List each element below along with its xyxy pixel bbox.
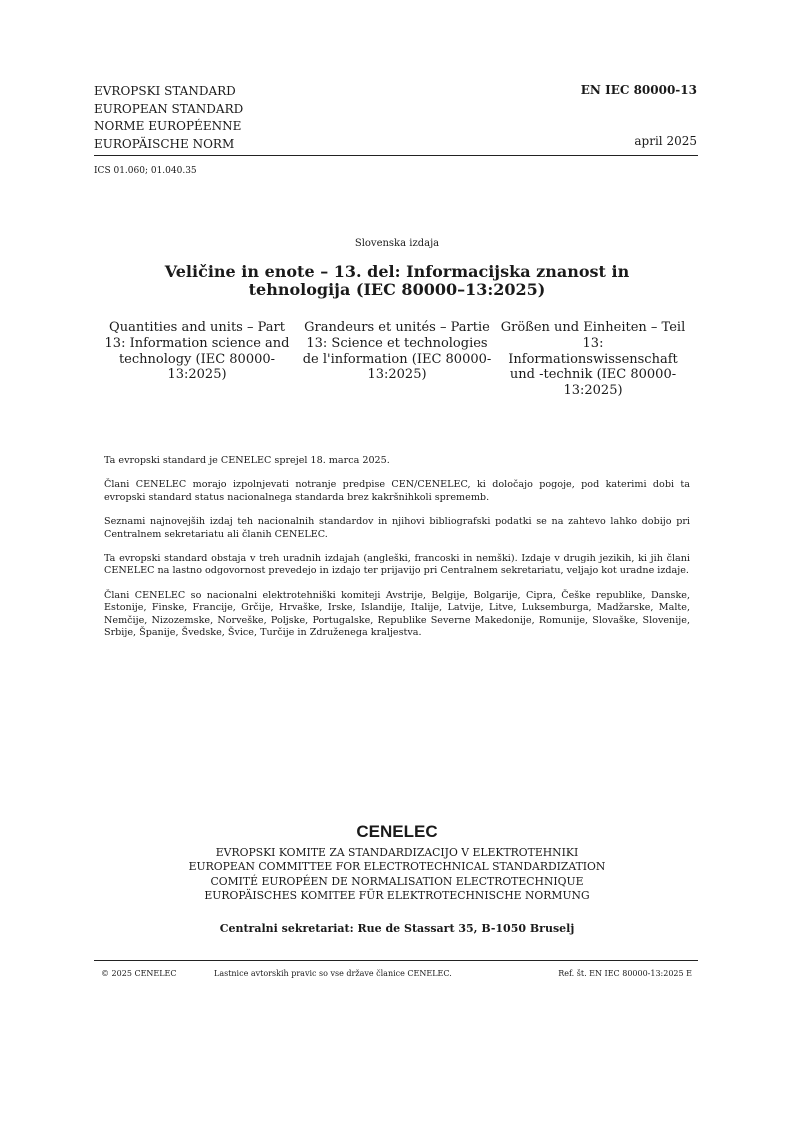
edition-label: Slovenska izdaja	[354, 238, 440, 249]
footer-reference: Ref. št. EN IEC 80000-13:2025 E	[558, 969, 692, 978]
paragraph-members: Člani CENELEC so nacionalni elektrotehniški komiteji Avstrije, Belgije, Bolgarije, Cipra, Češke republike, Danske, Estonije, Finske, Francije, Grčije, Hrvaške, Irske, Islandije, Italije, Latvije, Litve, Luksemburga, Madžarske, Malte, Nemčije, Nizozemske, Norveške, Poljske, Portugalske, Republike Severne Makedonije, Romunije, Slovaške, Slovenije, Srbije, Španije, Švedske, Švice, Turčije in Združenega kraljestva.	[104, 589, 690, 639]
footer-copyright: © 2025 CENELEC	[101, 969, 177, 978]
paragraph-adoption: Ta evropski standard je CENELEC sprejel 18. marca 2025.	[104, 455, 390, 466]
title-english: Quantities and units – Part 13: Information science and technology (IEC 80000-13:2025)	[104, 320, 290, 383]
footer-divider	[94, 960, 698, 961]
committee-name-en: EUROPEAN COMMITTEE FOR ELECTROTECHNICAL STANDARDIZATION	[188, 860, 606, 874]
standard-name-sl: EVROPSKI STANDARD	[94, 84, 236, 98]
body-text	[104, 455, 690, 651]
organization-name: CENELEC	[356, 822, 438, 841]
standard-number: EN IEC 80000-13	[580, 83, 697, 97]
standard-name-fr: NORME EUROPÉENNE	[94, 119, 242, 134]
ics-code: ICS 01.060; 01.040.35	[94, 166, 197, 176]
title-french: Grandeurs et unités – Partie 13: Science et technologies de l'information (IEC 80000-13:2025)	[302, 320, 492, 383]
paragraph-languages: Ta evropski standard obstaja v treh uradnih izdajah (angleški, francoski in nemški). Izdaje v drugih jezikih, ki jih člani CENELEC na lastno odgovornost prevedejo in izdajo ter prijavijo pri Centralnem sekretariatu, veljajo kot uradne izdaje.	[104, 553, 690, 577]
secretariat-address: Centralni sekretariat: Rue de Stassart 35, B-1050 Bruselj	[219, 922, 575, 935]
paragraph-regulations: Člani CENELEC morajo izpolnjevati notranje predpise CEN/CENELEC, ki določajo pogoje, pod katerimi dobi ta evropski standard status nacionalnega standarda brez kakršnihkoli sprememb.	[104, 479, 690, 503]
standard-names	[94, 83, 243, 153]
publication-date: april 2025	[634, 134, 697, 148]
committee-name-de: EUROPÄISCHES KOMITEE FÜR ELEKTROTECHNISCHE NORMUNG	[204, 889, 590, 903]
main-title: Veličine in enote – 13. del: Informacijska znanost in tehnologija (IEC 80000–13:2025)	[164, 262, 630, 299]
title-german: Größen und Einheiten – Teil 13: Informationswissenschaft und -technik (IEC 80000-13:2025)	[500, 320, 686, 399]
paragraph-lists: Seznami najnovejših izdaj teh nacionalnih standardov in njihovi bibliografski podatki se na zahtevo lahko dobijo pri Centralnem sekretariatu ali članih CENELEC.	[104, 516, 690, 540]
committee-names	[0, 846, 794, 904]
committee-name-fr: COMITÉ EUROPÉEN DE NORMALISATION ELECTROTECHNIQUE	[210, 874, 584, 888]
standard-name-de: EUROPÄISCHE NORM	[94, 136, 235, 151]
committee-name-sl: EVROPSKI KOMITE ZA STANDARDIZACIJO V ELEKTROTEHNIKI	[215, 846, 579, 859]
standard-name-en: EUROPEAN STANDARD	[94, 101, 244, 116]
footer-rights: Lastnice avtorskih pravic so vse države članice CENELEC.	[214, 969, 452, 978]
header-divider	[94, 155, 698, 156]
